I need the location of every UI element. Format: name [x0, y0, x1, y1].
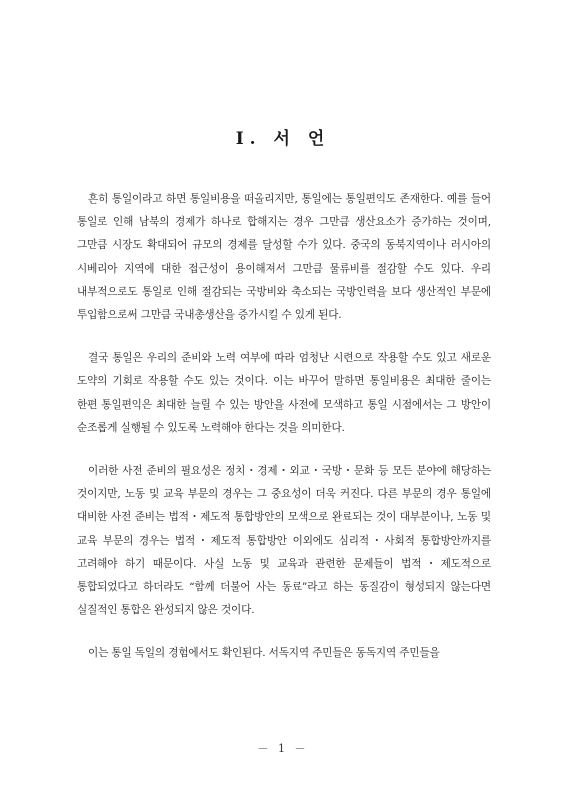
paragraph-3: 이러한 사전 준비의 필요성은 정치・경제・외교・국방・문화 등 모든 분야에 해당하는 것이지만, 노동 및 교육 부문의 경우는 그 중요성이 더욱 커진다. 다른 부문의 경우 통일에 대비한 사전 준비는 법적・제도적 통합방안의 모색으로 완료되는 것이 대부분이나, 노동 및 교육 부문의 경우는 법적・제도적 통합방안 이외에도 심리적・사회적 통합방안까지를 고려해야 하기 때문이다. 사실 노동 및 교육과 관련한 문제들이 법적・제도적으로 통합되었다고 하더라도 “함께 더불어 사는 동료”라고 하는 동질감이 형성되지 않는다면 실질적인 통합은 완성되지 않은 것이다. — [77, 465, 491, 617]
page-number: － 1 － — [257, 742, 309, 755]
paragraph-4: 이는 통일 독일의 경험에서도 확인된다. 서독지역 주민들은 동독지역 주민들을 — [88, 647, 440, 660]
paragraph-1: 흔히 통일이라고 하면 통일비용을 떠올리지만, 통일에는 통일편익도 존재한다. 예를 들어 통일로 인해 남북의 경제가 하나로 합해지는 경우 그만큼 생산요소가 증가하는 것이며, 그만큼 시장도 확대되어 규모의 경제를 달성할 수가 있다. 중국의 동북지역이나 러시아의 시베리아 지역에 대한 접근성이 용이해져서 그만큼 물류비를 절감할 수도 있다. 우리 내부적으로도 통일로 인해 절감되는 국방비와 축소되는 국방인력을 보다 생산적인 부문에 투입함으로써 그만큼 국내총생산을 증가시킬 수 있게 된다. — [77, 193, 491, 322]
paragraph-2: 결국 통일은 우리의 준비와 노력 여부에 따라 엄청난 시련으로 작용할 수도 있고 새로운 도약의 기회로 작용할 수도 있는 것이다. 이는 바꾸어 말하면 통일비용은 최대한 줄이는 한편 통일편익은 최대한 늘릴 수 있는 방안을 사전에 모색하고 통일 시점에서는 그 방안이 순조롭게 실행될 수 있도록 노력해야 한다는 것을 의미한다. — [77, 352, 491, 434]
section-title: I. 서 언 — [235, 129, 331, 149]
document-body — [77, 188, 491, 686]
